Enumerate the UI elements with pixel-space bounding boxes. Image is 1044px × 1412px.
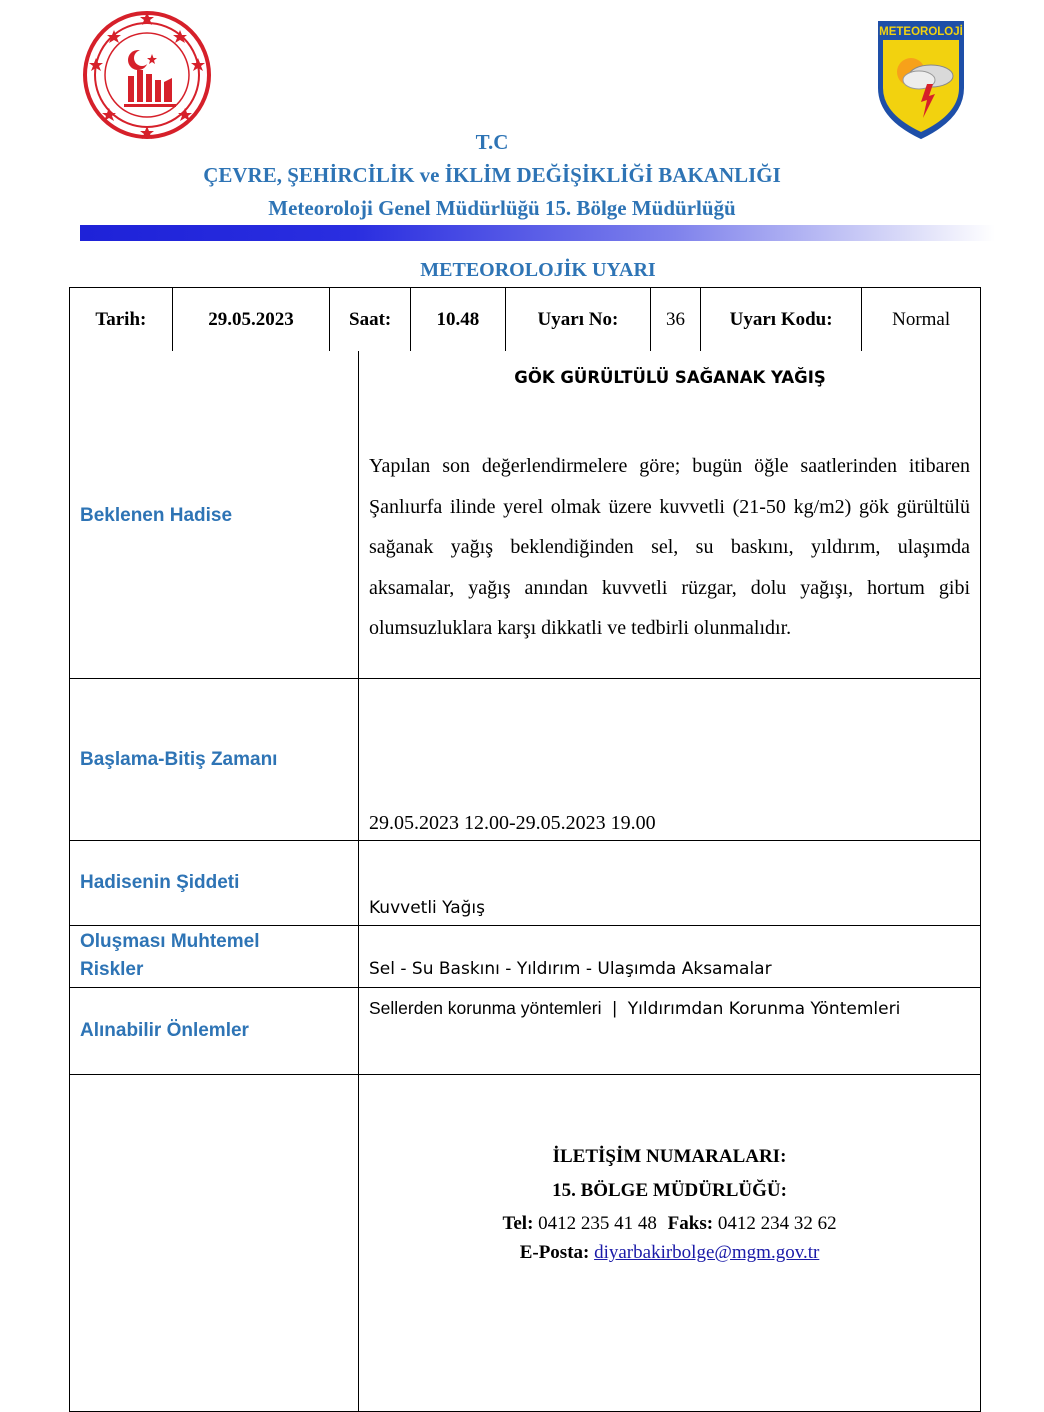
time-value: 10.48	[411, 288, 506, 352]
risks-label-line2: Riskler	[80, 959, 144, 980]
document-title: METEOROLOJİK UYARI	[420, 259, 656, 281]
fax-value: 0412 234 32 62	[717, 1213, 837, 1234]
fax-label: Faks:	[667, 1213, 714, 1234]
row-divider	[69, 678, 981, 679]
meteoroloji-shield-logo	[875, 18, 967, 140]
event-label: Beklenen Hadise	[80, 505, 233, 526]
severity-label: Hadisenin Şiddeti	[80, 872, 240, 893]
row-divider	[69, 1074, 981, 1075]
meta-table	[69, 287, 981, 351]
contact-title: İLETİŞİM NUMARALARI:	[552, 1146, 787, 1167]
measures-links	[369, 998, 900, 1019]
warning-no-value: 36	[651, 288, 701, 352]
meteoroloji-logo-text: METEOROLOJİ	[879, 26, 963, 38]
row-divider	[69, 925, 981, 926]
risks-value: Sel - Su Baskını - Yıldırım - Ulaşımda Aksamalar	[369, 959, 772, 979]
contact-email-line	[358, 1242, 981, 1264]
header-gradient-bar	[80, 225, 995, 241]
risks-label-line1: Oluşması Muhtemel	[80, 931, 260, 952]
email-label: E-Posta:	[519, 1242, 590, 1263]
date-value: 29.05.2023	[172, 288, 330, 352]
flood-protection-link[interactable]: Sellerden korunma yöntemleri	[369, 998, 602, 1018]
link-separator: |	[612, 998, 617, 1018]
header-ministry: ÇEVRE, ŞEHİRCİLİK ve İKLİM DEĞİŞİKLİĞİ BAKANLIĞI	[203, 163, 781, 187]
time-range-label: Başlama-Bitiş Zamanı	[80, 749, 278, 770]
header-tc: T.C	[475, 130, 509, 154]
time-label: Saat:	[330, 288, 411, 352]
header-directorate: Meteoroloji Genel Müdürlüğü 15. Bölge Müdürlüğü	[268, 196, 736, 220]
event-description: Yapılan son değerlendirmelere göre; bugün öğle saatlerinden itibaren Şanlıurfa ilinde yerel olmak üzere kuvvetli (21-50 kg/m2) gök gürültülü sağanak yağış beklendiğinden sel, su baskını, yıldırım, ulaşımda aksamalar, yağış anından kuvvetli rüzgar, dolu yağışı, hortum gibi olumsuzluklara karşı dikkatli ve tedbirli olunmalıdır.	[369, 455, 970, 639]
measures-label: Alınabilir Önlemler	[80, 1020, 249, 1041]
email-link[interactable]: diyarbakirbolge@mgm.gov.tr	[594, 1242, 820, 1263]
warning-code-value: Normal	[862, 288, 981, 352]
contact-office: 15. BÖLGE MÜDÜRLÜĞÜ:	[552, 1180, 787, 1201]
event-heading: GÖK GÜRÜLTÜLÜ SAĞANAK YAĞIŞ	[514, 368, 826, 387]
tel-value: 0412 235 41 48	[538, 1213, 657, 1234]
ministry-seal-logo	[80, 8, 215, 143]
time-range-value: 29.05.2023 12.00-29.05.2023 19.00	[369, 812, 656, 834]
lightning-protection-link[interactable]: Yıldırımdan Korunma Yöntemleri	[627, 999, 901, 1019]
row-divider	[69, 987, 981, 988]
contact-phone-line	[358, 1213, 981, 1235]
severity-value: Kuvvetli Yağış	[369, 898, 486, 918]
warning-no-label: Uyarı No:	[505, 288, 650, 352]
warning-code-label: Uyarı Kodu:	[700, 288, 861, 352]
date-label: Tarih:	[70, 288, 173, 352]
row-divider	[69, 840, 981, 841]
tel-label: Tel:	[502, 1213, 534, 1234]
